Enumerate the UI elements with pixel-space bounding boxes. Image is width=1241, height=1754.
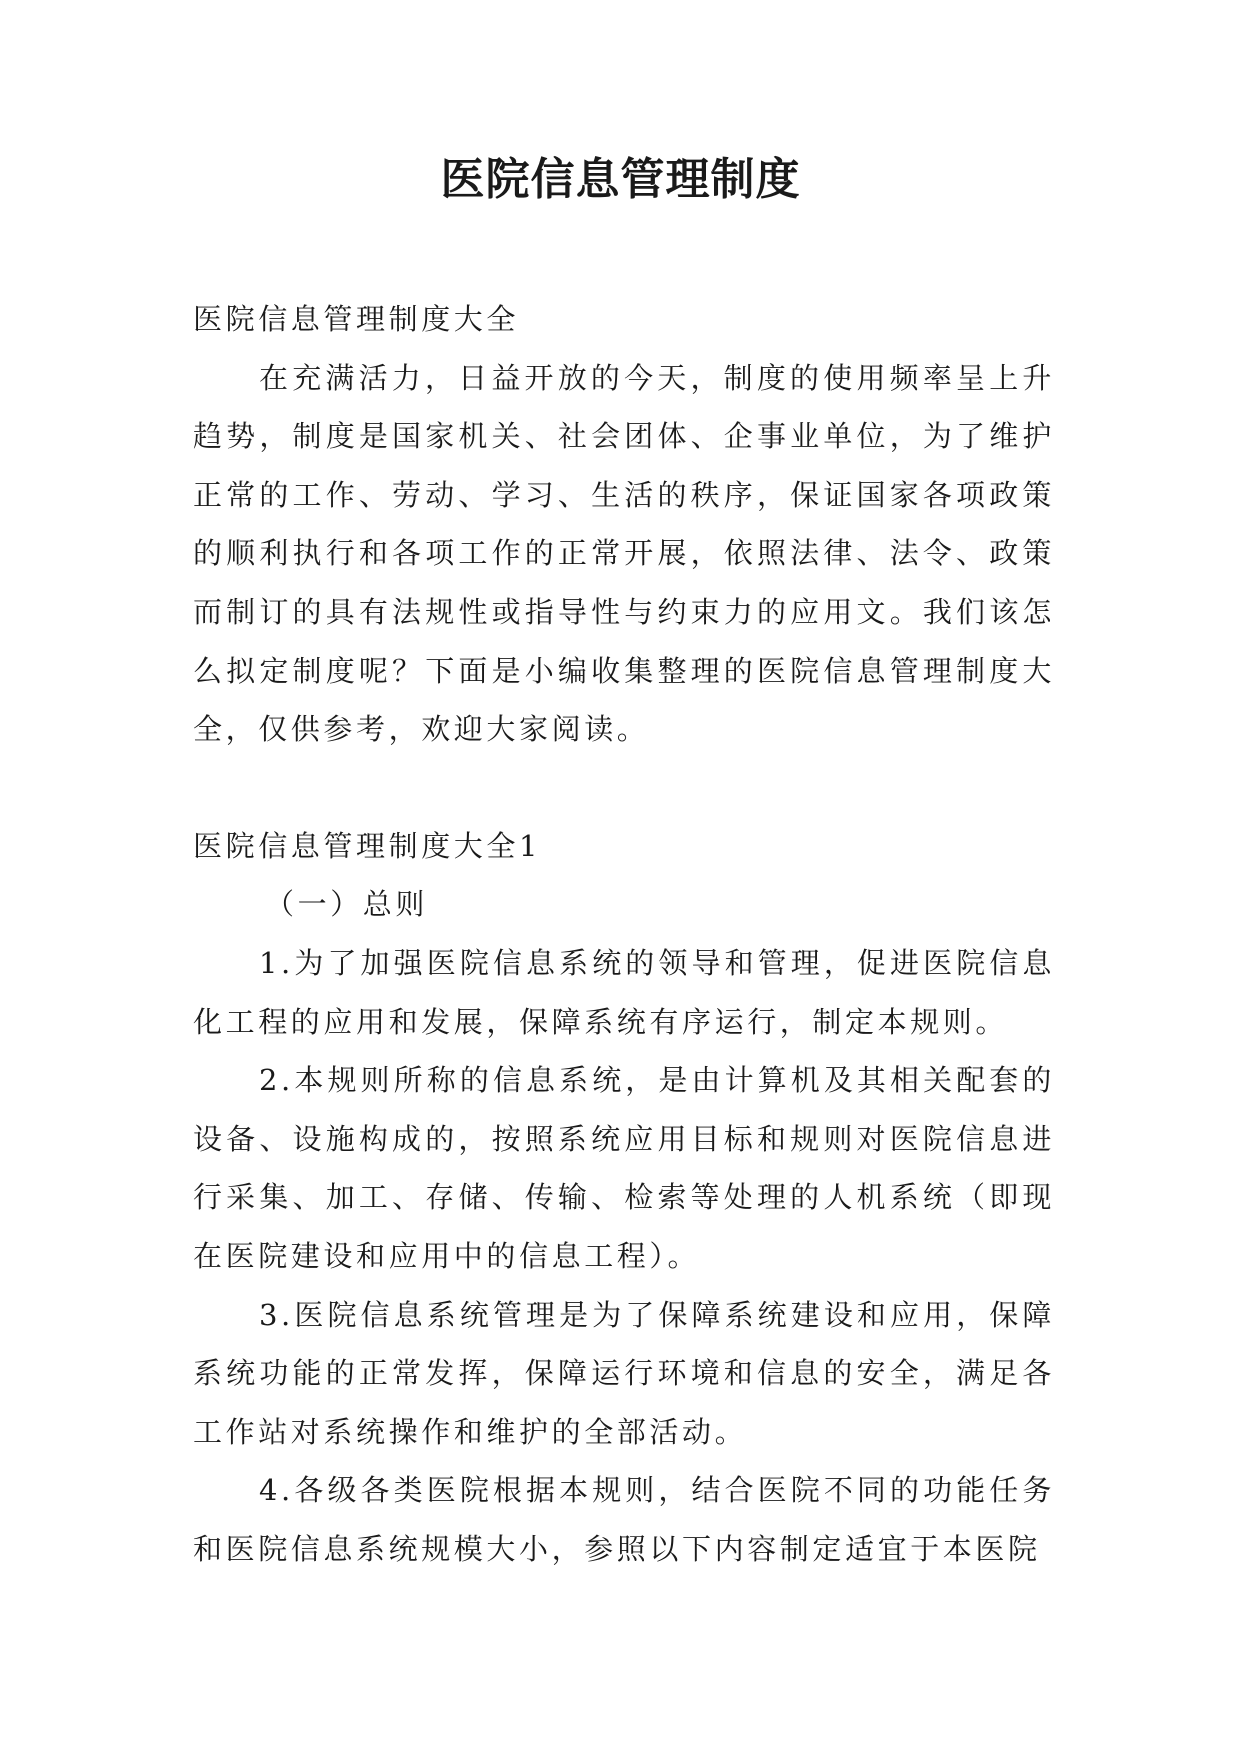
- list-item: 3.医院信息系统管理是为了保障系统建设和应用，保障系统功能的正常发挥，保障运行环境和信息的安全，满足各工作站对系统操作和维护的全部活动。: [193, 1297, 1055, 1449]
- chapter-heading: （一）总则: [265, 887, 429, 922]
- intro-paragraph: 在充满活力，日益开放的今天，制度的使用频率呈上升趋势，制度是国家机关、社会团体、企事业单位，为了维护正常的工作、劳动、学习、生活的秩序，保证国家各项政策的顺利执行和各项工作的正常开展，依照法律、法令、政策而制订的具有法规性或指导性与约束力的应用文。我们该怎么拟定制度呢？下面是小编收集整理的医院信息管理制度大全，仅供参考，欢迎大家阅读。: [193, 360, 1055, 747]
- section-heading: 医院信息管理制度大全1: [193, 828, 542, 863]
- document-body: [193, 290, 1055, 1578]
- document-title: 医院信息管理制度: [440, 154, 801, 205]
- document-subtitle: 医院信息管理制度大全: [193, 302, 520, 336]
- list-item: 1.为了加强医院信息系统的领导和管理，促进医院信息化工程的应用和发展，保障系统有序运行，制定本规则。: [193, 945, 1055, 1039]
- list-item: 2.本规则所称的信息系统，是由计算机及其相关配套的设备、设施构成的，按照系统应用目标和规则对医院信息进行采集、加工、存储、传输、检索等处理的人机系统（即现在医院建设和应用中的信息工程）。: [193, 1063, 1055, 1273]
- list-item: 4.各级各类医院根据本规则，结合医院不同的功能任务和医院信息系统规模大小，参照以下内容制定适宜于本医院: [193, 1473, 1055, 1566]
